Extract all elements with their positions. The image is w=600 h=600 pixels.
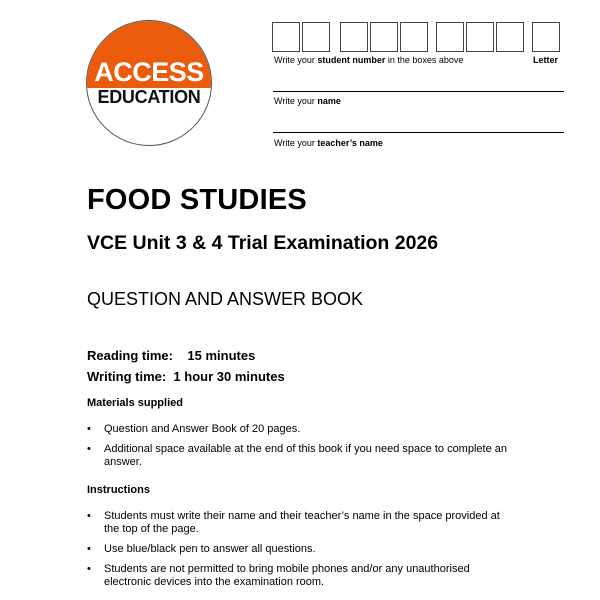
book-title: QUESTION AND ANSWER BOOK: [87, 289, 364, 309]
subject-title: FOOD STUDIES: [87, 184, 307, 216]
letter-label: Letter: [533, 55, 559, 65]
student-number-box-7[interactable]: [466, 22, 494, 52]
list-item-text: Students must write their name and their teacher’s name in the space provided at the top of the page.: [104, 510, 500, 535]
materials-list: [87, 423, 507, 476]
student-number-box-3[interactable]: [340, 22, 368, 52]
instructions-heading: Instructions: [87, 484, 150, 496]
list-item: [87, 543, 507, 556]
list-item-text: Additional space available at the end of this book if you need space to complete an answer.: [104, 443, 507, 468]
student-number-box-8[interactable]: [496, 22, 524, 52]
list-item: [87, 510, 507, 536]
materials-heading: Materials supplied: [87, 397, 183, 409]
list-item-text: Students are not permitted to bring mobile phones and/or any unauthorised electronic devices into the examination room.: [104, 563, 470, 588]
name-line[interactable]: [273, 91, 564, 92]
list-item: [87, 423, 507, 436]
reading-time: Reading time: 15 minutes: [87, 348, 256, 363]
student-number-boxes: [272, 22, 564, 52]
writing-time: Writing time: 1 hour 30 minutes: [87, 369, 285, 384]
teacher-bold: teacher’s name: [317, 138, 383, 148]
instructions-list: [87, 510, 507, 596]
list-item: [87, 563, 507, 589]
bullet-icon: •: [87, 563, 91, 575]
access-education-logo: [86, 20, 212, 146]
teacher-name-line[interactable]: [273, 132, 564, 133]
letter-box[interactable]: [532, 22, 560, 52]
student-number-box-5[interactable]: [400, 22, 428, 52]
list-item-text: Question and Answer Book of 20 pages.: [104, 423, 301, 435]
name-label: [274, 96, 341, 106]
student-number-box-6[interactable]: [436, 22, 464, 52]
teacher-prefix: Write your: [274, 138, 318, 148]
bullet-icon: •: [87, 510, 91, 522]
logo-line-education: EDUCATION: [97, 87, 201, 107]
name-bold: name: [317, 96, 341, 106]
list-item-text: Use blue/black pen to answer all questions.: [104, 543, 316, 555]
list-item: [87, 443, 507, 469]
student-number-suffix: in the boxes above: [385, 55, 464, 65]
bullet-icon: •: [87, 423, 91, 435]
name-prefix: Write your: [274, 96, 318, 106]
bullet-icon: •: [87, 543, 91, 555]
student-number-box-4[interactable]: [370, 22, 398, 52]
exam-title: VCE Unit 3 & 4 Trial Examination 2026: [87, 232, 439, 254]
student-number-box-1[interactable]: [272, 22, 300, 52]
logo-line-access: ACCESS: [94, 57, 204, 87]
student-number-bold: student number: [317, 55, 386, 65]
teacher-name-label: [274, 138, 383, 148]
student-number-instruction: [274, 55, 463, 65]
student-number-prefix: Write your: [274, 55, 318, 65]
student-number-box-2[interactable]: [302, 22, 330, 52]
bullet-icon: •: [87, 443, 91, 455]
